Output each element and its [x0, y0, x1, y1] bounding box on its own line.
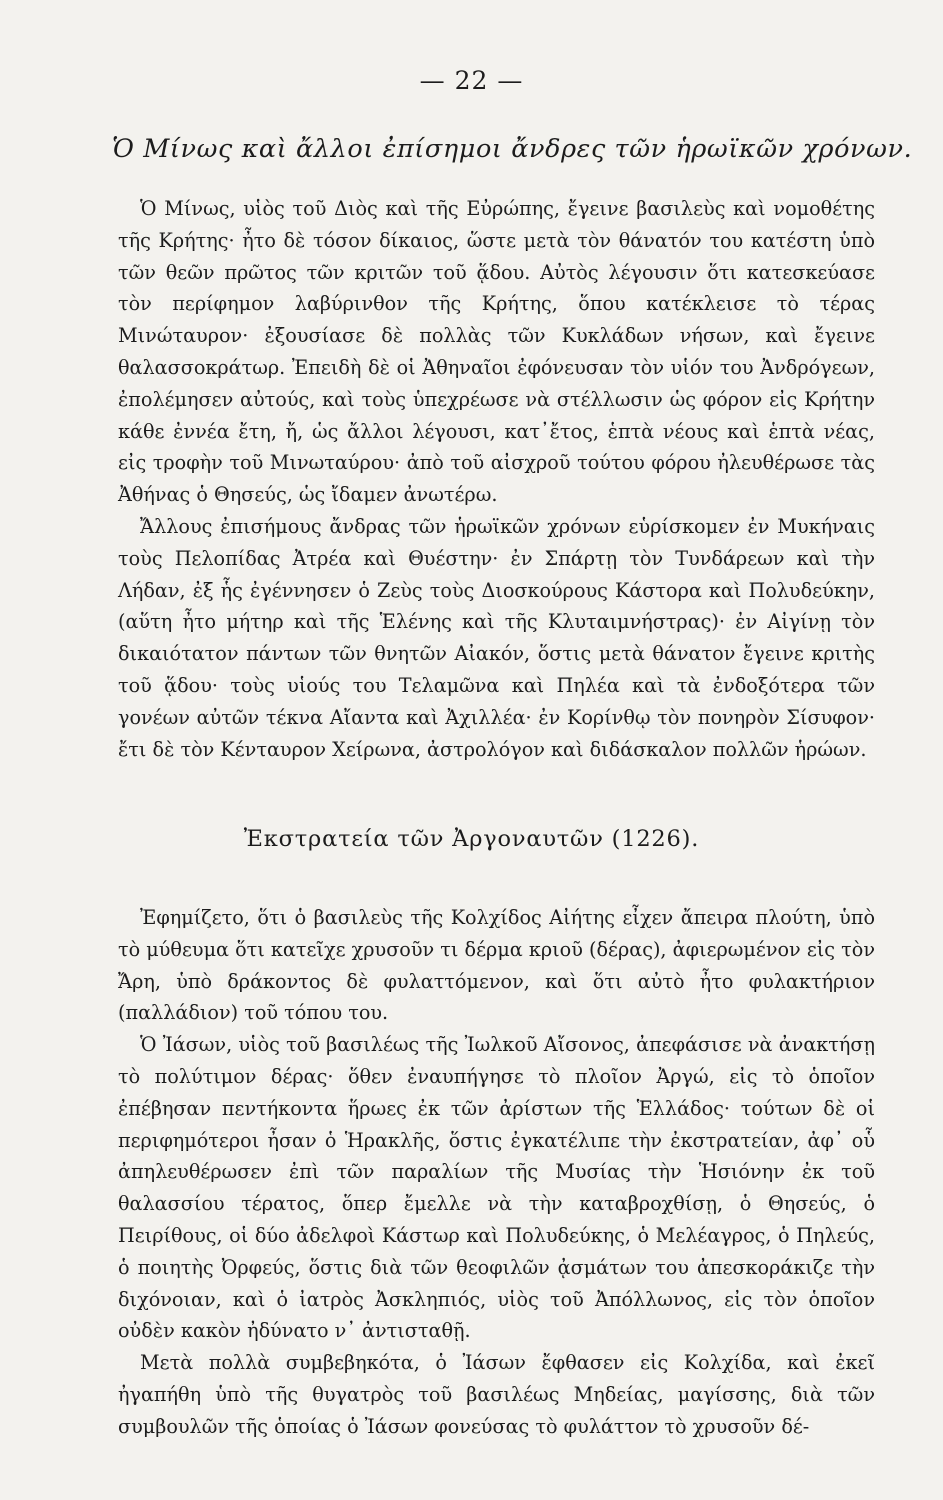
- section-body-argonauts: [118, 902, 875, 1443]
- section-heading: Ὁ Μίνως καὶ ἄλλοι ἐπίσημοι ἄνδρες τῶν ἡρωϊκῶν χρόνων.: [112, 134, 913, 164]
- section-body-minos: [118, 193, 875, 765]
- subsection-heading-argonauts: Ἐκστρατεία τῶν Ἀργοναυτῶν (1226).: [243, 826, 700, 852]
- page-number: — 22 —: [419, 66, 524, 95]
- paragraph-golden-fleece: Ἐφημίζετο, ὅτι ὁ βασιλεὺς τῆς Κολχίδος Αἰήτης εἶχεν ἄπειρα πλούτη, ὑπὸ τὸ μύθευμα ὅτι κατεῖχε χρυσοῦν τι δέρμα κριοῦ (δέρας), ἀφιερωμένον εἰς τὸν Ἄρη, ὑπὸ δράκοντος δὲ φυλαττόμενον, καὶ ὅτι αὐτὸ ἦτο φυλακτήριον (παλλάδιον) τοῦ τόπου του.: [118, 906, 875, 1025]
- paragraph-other-heroes: Ἄλλους ἐπισήμους ἄνδρας τῶν ἡρωϊκῶν χρόνων εὑρίσκομεν ἐν Μυκήναις τοὺς Πελοπίδας Ἀτρέα καὶ Θυέστην· ἐν Σπάρτῃ τὸν Τυνδάρεων καὶ τὴν Λήδαν, ἐξ ἧς ἐγέννησεν ὁ Ζεὺς τοὺς Διοσκούρους Κάστορα καὶ Πολυδεύκην, (αὕτη ἦτο μήτηρ καὶ τῆς Ἑλένης καὶ τῆς Κλυταιμνήστρας)· ἐν Αἰγίνῃ τὸν δικαιότατον πάντων τῶν θνητῶν Αἰακόν, ὅστις μετὰ θάνατον ἔγεινε κριτὴς τοῦ ᾅδου· τοὺς υἱούς του Τελαμῶνα καὶ Πηλέα καὶ τὰ ἐνδοξότερα τῶν γονέων αὐτῶν τέκνα Αἴαντα καὶ Ἀχιλλέα· ἐν Κορίνθῳ τὸν πονηρὸν Σίσυφον· ἔτι δὲ τὸν Κένταυρον Χείρωνα, ἀστρολόγον καὶ διδάσκαλον πολλῶν ἡρώων.: [118, 514, 875, 761]
- paragraph-minos: Ὁ Μίνως, υἱὸς τοῦ Διὸς καὶ τῆς Εὐρώπης, ἔγεινε βασιλεὺς καὶ νομοθέτης τῆς Κρήτης· ἦτο δὲ τόσον δίκαιος, ὥστε μετὰ τὸν θάνατόν του κατέστη ὑπὸ τῶν θεῶν πρῶτος τῶν κριτῶν τοῦ ᾅδου. Αὐτὸς λέγουσιν ὅτι κατεσκεύασε τὸν περίφημον λαβύρινθον τῆς Κρήτης, ὅπου κατέκλεισε τὸ τέρας Μινώταυρον· ἐξουσίασε δὲ πολλὰς τῶν Κυκλάδων νήσων, καὶ ἔγεινε θαλασσοκράτωρ. Ἐπειδὴ δὲ οἱ Ἀθηναῖοι ἐφόνευσαν τὸν υἱόν του Ἀνδρόγεων, ἐπολέμησεν αὐτούς, καὶ τοὺς ὑπεχρέωσε νὰ στέλλωσιν ὡς φόρον εἰς Κρήτην κάθε ἐννέα ἔτη, ἤ, ὡς ἄλλοι λέγουσι, κατ᾽ἔτος, ἑπτὰ νέους καὶ ἑπτὰ νέας, εἰς τροφὴν τοῦ Μινωταύρου· ἀπὸ τοῦ αἰσχροῦ τούτου φόρου ἠλευθέρωσε τὰς Ἀθήνας ὁ Θησεύς, ὡς ἴδαμεν ἀνωτέρω.: [118, 197, 875, 507]
- paragraph-colchis: Μετὰ πολλὰ συμβεβηκότα, ὁ Ἰάσων ἔφθασεν εἰς Κολχίδα, καὶ ἐκεῖ ἠγαπήθη ὑπὸ τῆς θυγατρὸς τοῦ βασιλέως Μηδείας, μαγίσσης, διὰ τῶν συμβουλῶν τῆς ὁποίας ὁ Ἰάσων φονεύσας τὸ φυλάττον τὸ χρυσοῦν δέ-: [118, 1351, 875, 1438]
- paragraph-jason: Ὁ Ἰάσων, υἱὸς τοῦ βασιλέως τῆς Ἰωλκοῦ Αἴσονος, ἀπεφάσισε νὰ ἀνακτήσῃ τὸ πολύτιμον δέρας· ὅθεν ἐναυπήγησε τὸ πλοῖον Ἀργώ, εἰς τὸ ὁποῖον ἐπέβησαν πεντήκοντα ἥρωες ἐκ τῶν ἀρίστων τῆς Ἑλλάδος· τούτων δὲ οἱ περιφημότεροι ἦσαν ὁ Ἡρακλῆς, ὅστις ἐγκατέλιπε τὴν ἐκστρατείαν, ἀφ᾽ οὗ ἀπηλευθέρωσεν ἐπὶ τῶν παραλίων τῆς Μυσίας τὴν Ἡσιόνην ἐκ τοῦ θαλασσίου τέρατος, ὅπερ ἔμελλε νὰ τὴν καταβροχθίσῃ, ὁ Θησεύς, ὁ Πειρίθους, οἱ δύο ἀδελφοὶ Κάστωρ καὶ Πολυδεύκης, ὁ Μελέαγρος, ὁ Πηλεύς, ὁ ποιητὴς Ὀρφεύς, ὅστις διὰ τῶν θεοφιλῶν ᾀσμάτων του ἀπεσκοράκιζε τὴν διχόνοιαν, καὶ ὁ ἰατρὸς Ἀσκληπιός, υἱὸς τοῦ Ἀπόλλωνος, εἰς τὸν ὁποῖον οὐδὲν κακὸν ἠδύνατο ν᾽ ἀντισταθῇ.: [118, 1033, 875, 1343]
